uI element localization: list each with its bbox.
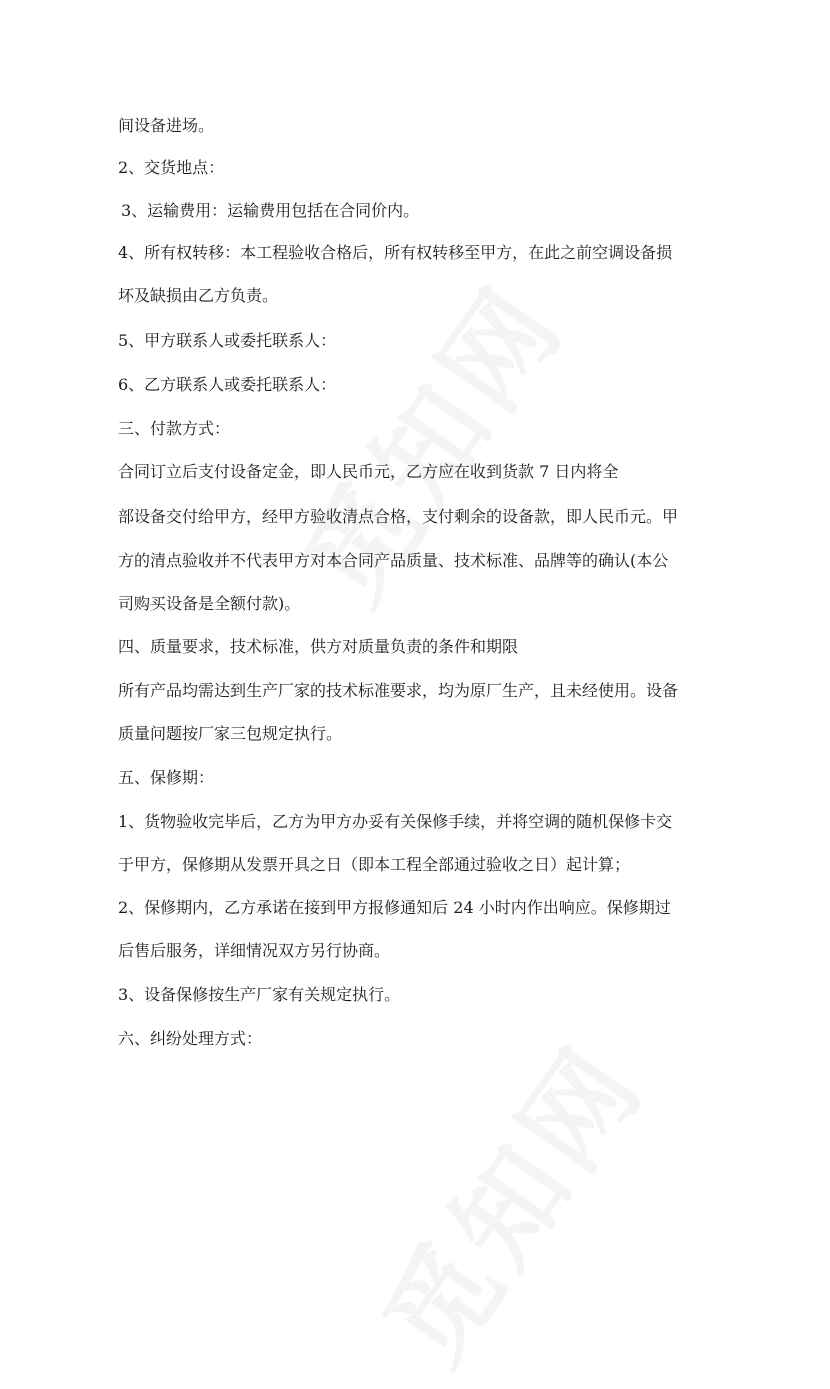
text-line: 于甲方，保修期从发票开具之日（即本工程全部通过验收之日）起计算； [118, 855, 631, 874]
section-heading: 五、保修期： [118, 768, 215, 787]
text-line: 6、乙方联系人或委托联系人： [118, 375, 337, 394]
section-heading: 三、付款方式： [118, 419, 231, 438]
text-line: 5、甲方联系人或委托联系人： [118, 331, 337, 350]
text-line: 司购买设备是全额付款)。 [118, 594, 301, 613]
text-line: 后售后服务，详细情况双方另行协商。 [118, 941, 391, 960]
text-line: 方的清点验收并不代表甲方对本合同产品质量、技术标准、品牌等的确认(本公 [118, 551, 669, 570]
text-line: 质量问题按厂家三包规定执行。 [118, 724, 343, 743]
watermark [341, 1009, 673, 1389]
section-heading: 六、纠纷处理方式： [118, 1029, 263, 1048]
text-line: 间设备进场。 [118, 116, 215, 135]
text-line: 2、交货地点： [118, 158, 225, 177]
watermark [261, 249, 593, 630]
text-line: 4、所有权转移：本工程验收合格后，所有权转移至甲方，在此之前空调设备损 [118, 243, 673, 262]
text-line: 坏及缺损由乙方负责。 [118, 286, 279, 305]
text-line: 1、货物验收完毕后，乙方为甲方办妥有关保修手续，并将空调的随机保修卡交 [118, 812, 673, 831]
section-heading: 四、质量要求，技术标准，供方对质量负责的条件和期限 [118, 637, 519, 656]
text-line: 3、运输费用：运输费用包括在合同价内。 [121, 201, 420, 220]
text-line: 所有产品均需达到生产厂家的技术标准要求，均为原厂生产，且未经使用。设备 [118, 681, 679, 700]
text-line: 部设备交付给甲方，经甲方验收清点合格，支付剩余的设备款，即人民币元。甲 [118, 507, 679, 526]
text-line: 2、保修期内，乙方承诺在接到甲方报修通知后 24 小时内作出响应。保修期过 [118, 898, 671, 917]
text-line: 3、设备保修按生产厂家有关规定执行。 [118, 985, 401, 1004]
text-line: 合同订立后支付设备定金，即人民币元，乙方应在收到货款 7 日内将全 [118, 462, 619, 481]
